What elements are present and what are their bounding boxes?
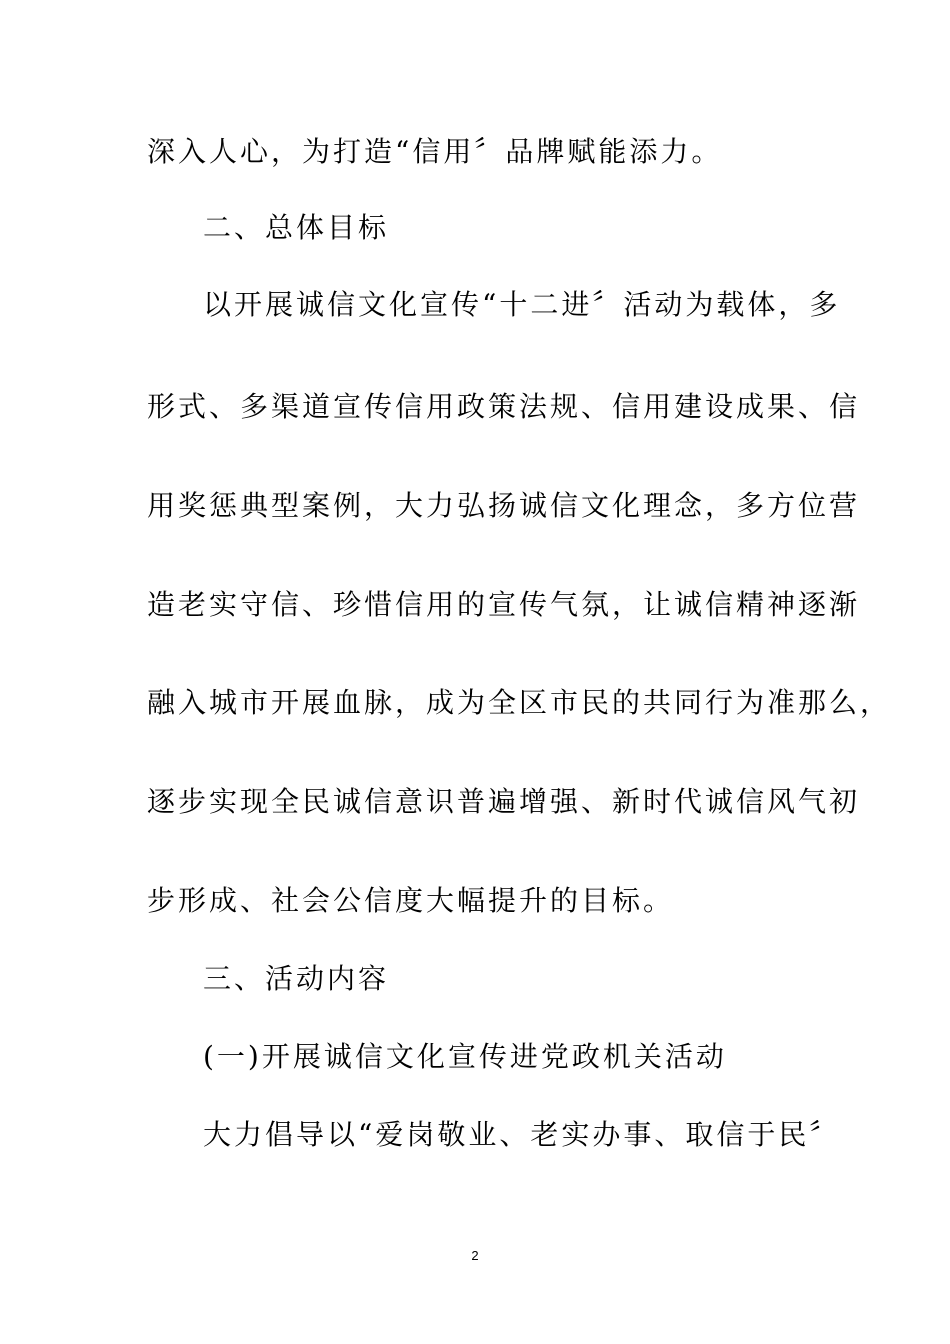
paragraph-line: 步形成、社会公信度大幅提升的目标。 — [147, 884, 675, 917]
paragraph-line: 逐步实现全民诚信意识普遍增强、新时代诚信风气初 — [147, 785, 861, 818]
section-heading: 三、活动内容 — [203, 962, 390, 995]
section-heading: 二、总体目标 — [203, 211, 390, 244]
page-number: 2 — [471, 1248, 479, 1263]
subsection-heading: (一)开展诚信文化宣传进党政机关活动 — [203, 1040, 727, 1073]
paragraph-line: 融入城市开展血脉，成为全区市民的共同行为准那么， — [147, 686, 892, 719]
paragraph-line: 大力倡导以“爱岗敬业、老实办事、取信于民〞 — [203, 1118, 841, 1151]
paragraph-line: 用奖惩典型案例，大力弘扬诚信文化理念，多方位营 — [147, 489, 861, 522]
paragraph-line: 以开展诚信文化宣传“十二进〞活动为载体，多 — [203, 288, 841, 321]
paragraph-line: 造老实守信、珍惜信用的宣传气氛，让诚信精神逐渐 — [147, 588, 861, 621]
paragraph-line: 深入人心，为打造“信用〞品牌赋能添力。 — [147, 135, 723, 168]
paragraph-line: 形式、多渠道宣传信用政策法规、信用建设成果、信 — [147, 390, 861, 423]
